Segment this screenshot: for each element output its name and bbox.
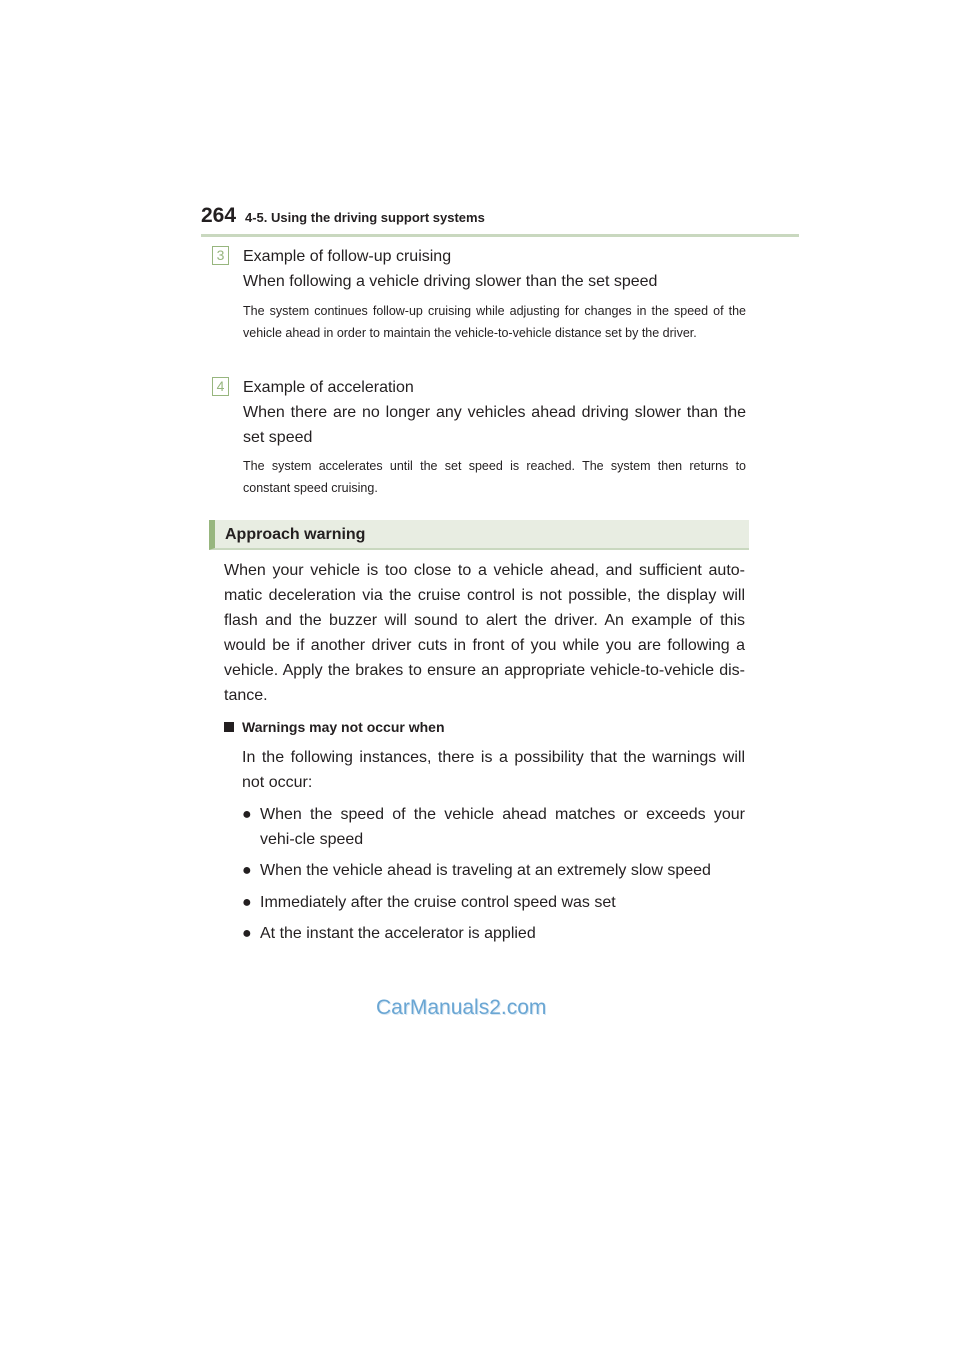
step-note: The system continues follow-up cruising while adjusting for changes in the speed of the vehicle ahead in order to maintain the vehicle-to-vehicle distance set by the driver. [243, 304, 746, 340]
bullet-dot-icon: ● [242, 925, 252, 942]
step-note: The system accelerates until the set speed is reached. The system then returns to constant speed cruising. [243, 459, 746, 495]
step-title: Example of follow-up cruising [243, 248, 452, 265]
watermark-link[interactable]: CarManuals2.com [376, 996, 547, 1019]
list-item-text: Immediately after the cruise control speed was set [260, 894, 616, 911]
bullet-dot-icon: ● [242, 894, 252, 911]
list-item-text: When the vehicle ahead is traveling at an extremely slow speed [260, 862, 711, 879]
warnings-subheading [224, 716, 445, 738]
bullet-dot-icon: ● [242, 806, 252, 823]
page-header [201, 204, 799, 237]
list-item-text: At the instant the accelerator is applied [260, 925, 536, 942]
warnings-subheading-label: Warnings may not occur when [242, 719, 445, 735]
step-4 [212, 377, 746, 497]
list-item-text: When the speed of the vehicle ahead matches or exceeds your vehi-cle speed [260, 806, 745, 848]
step-subtitle: When following a vehicle driving slower than the set speed [243, 273, 658, 290]
approach-warning-banner [209, 520, 749, 550]
step-3 [212, 246, 746, 366]
bullet-dot-icon: ● [242, 862, 252, 879]
approach-warning-body: When your vehicle is too close to a vehicle ahead, and sufficient auto-matic deceleration via the cruise control is not possible, the display will flash and the buzzer will sound to alert the driver. An example of this would be if another driver cuts in front of you while you are following a vehicle. Apply the brakes to ensure an appropriate vehicle-to-vehicle dis-tance. [224, 562, 745, 704]
square-bullet-icon [224, 722, 234, 732]
step-title: Example of acceleration [243, 379, 414, 396]
step-number-badge: 4 [212, 377, 229, 396]
list-item [242, 890, 745, 915]
section-title: 4-5. Using the driving support systems [245, 210, 485, 225]
warnings-intro: In the following instances, there is a possibility that the warnings will not occur: [242, 749, 745, 791]
list-item [242, 858, 745, 883]
step-subtitle: When there are no longer any vehicles ahead driving slower than the set speed [243, 404, 746, 446]
list-item [242, 921, 745, 946]
page-number: 264 [201, 204, 237, 227]
step-number-badge: 3 [212, 246, 229, 265]
approach-warning-heading: Approach warning [225, 526, 366, 543]
list-item [242, 802, 745, 852]
